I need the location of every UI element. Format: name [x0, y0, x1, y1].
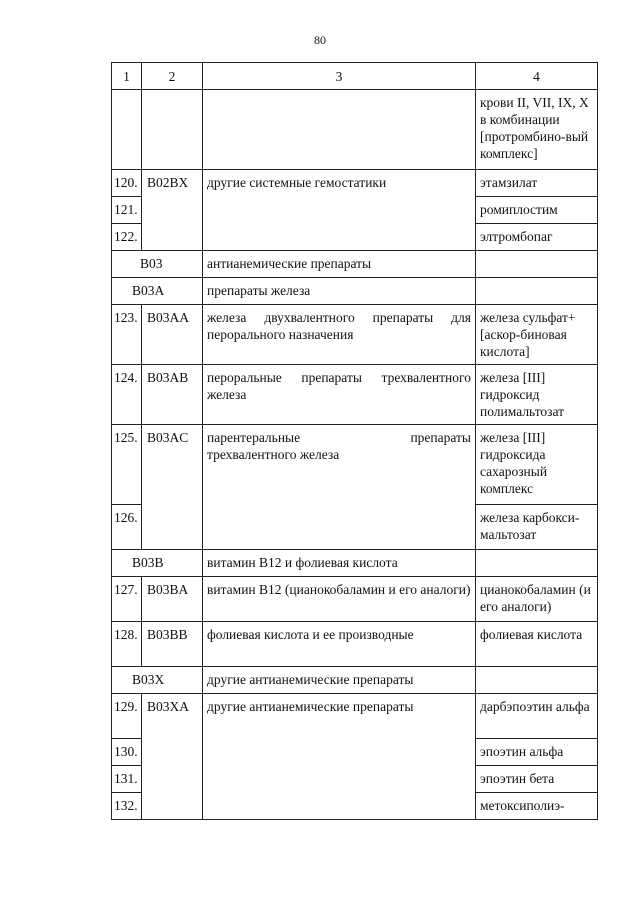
cell-drug	[476, 667, 598, 694]
cell-name	[203, 90, 476, 170]
cell-group-code: B03X	[112, 667, 203, 694]
cell-drug: фолиевая кислота	[476, 622, 598, 667]
cell-num: 129.	[112, 694, 142, 739]
cell-name: другие системные гемостатики	[203, 170, 476, 251]
cell-code: B03BB	[142, 622, 203, 667]
cell-group-code: B03A	[112, 278, 203, 305]
cell-drug	[476, 251, 598, 278]
cell-name: пероральные препараты трехвалентного железа	[203, 365, 476, 425]
cell-code: B03AC	[142, 425, 203, 550]
cell-code: B03AA	[142, 305, 203, 365]
cell-drug	[476, 550, 598, 577]
cell-num: 121.	[112, 197, 142, 224]
cell-code	[142, 90, 203, 170]
cell-drug: эпоэтин альфа	[476, 739, 598, 766]
cell-drug: железа [III] гидроксида сахарозный комплекс	[476, 425, 598, 505]
cell-name-line	[207, 429, 471, 446]
cell-num: 132.	[112, 793, 142, 820]
cell-code: B03AB	[142, 365, 203, 425]
cell-drug: железа карбокси-мальтозат	[476, 505, 598, 550]
header-col-1: 1	[112, 63, 142, 90]
cell-group-code: B03	[112, 251, 203, 278]
table-row	[112, 365, 598, 425]
cell-num: 122.	[112, 224, 142, 251]
cell-num: 124.	[112, 365, 142, 425]
cell-drug: этамзилат	[476, 170, 598, 197]
cell-name: железа двухвалентного препараты для перорального назначения	[203, 305, 476, 365]
cell-drug: дарбэпоэтин альфа	[476, 694, 598, 739]
cell-num: 123.	[112, 305, 142, 365]
header-col-2: 2	[142, 63, 203, 90]
cell-num: 120.	[112, 170, 142, 197]
cell-group-name: препараты железа	[203, 278, 476, 305]
cell-code: B02BX	[142, 170, 203, 251]
cell-drug: ромиплостим	[476, 197, 598, 224]
table-row	[112, 694, 598, 739]
cell-drug: элтромбопаг	[476, 224, 598, 251]
page-number: 80	[314, 33, 326, 47]
cell-num: 131.	[112, 766, 142, 793]
table-row	[112, 305, 598, 365]
cell-num: 128.	[112, 622, 142, 667]
cell-drug: цианокобаламин (и его аналоги)	[476, 577, 598, 622]
table-group-row	[112, 251, 598, 278]
cell-drug: метоксиполиэ-	[476, 793, 598, 820]
cell-name-part: препараты	[410, 430, 471, 445]
cell-drug	[476, 278, 598, 305]
cell-name-line: трехвалентного железа	[207, 447, 340, 462]
cell-name	[203, 425, 476, 550]
cell-drug: эпоэтин бета	[476, 766, 598, 793]
header-col-4: 4	[476, 63, 598, 90]
cell-drug: железа [III] гидроксид полимальтозат	[476, 365, 598, 425]
table-row	[112, 425, 598, 505]
cell-name-part: парентеральные	[207, 430, 301, 445]
cell-code: B03BA	[142, 577, 203, 622]
cell-group-name: другие антианемические препараты	[203, 667, 476, 694]
cell-group-name: антианемические препараты	[203, 251, 476, 278]
cell-code: B03XA	[142, 694, 203, 820]
cell-num: 126.	[112, 505, 142, 550]
drug-table	[111, 62, 598, 820]
cell-drug: крови II, VII, IX, X в комбинации [протромбино-вый комплекс]	[476, 90, 598, 170]
table-group-row	[112, 667, 598, 694]
header-col-3: 3	[203, 63, 476, 90]
cell-name: фолиевая кислота и ее производные	[203, 622, 476, 667]
table-row	[112, 622, 598, 667]
cell-name: витамин B12 (цианокобаламин и его аналоги)	[203, 577, 476, 622]
cell-name: другие антианемические препараты	[203, 694, 476, 820]
table-header-row	[112, 63, 598, 90]
table-row	[112, 170, 598, 197]
table-row	[112, 577, 598, 622]
table-group-row	[112, 278, 598, 305]
cell-group-code: B03B	[112, 550, 203, 577]
cell-num: 127.	[112, 577, 142, 622]
cell-num	[112, 90, 142, 170]
cell-num: 130.	[112, 739, 142, 766]
table-group-row	[112, 550, 598, 577]
cell-drug: железа сульфат+[аскор-биновая кислота]	[476, 305, 598, 365]
table-row-continuation	[112, 90, 598, 170]
cell-num: 125.	[112, 425, 142, 505]
cell-group-name: витамин B12 и фолиевая кислота	[203, 550, 476, 577]
